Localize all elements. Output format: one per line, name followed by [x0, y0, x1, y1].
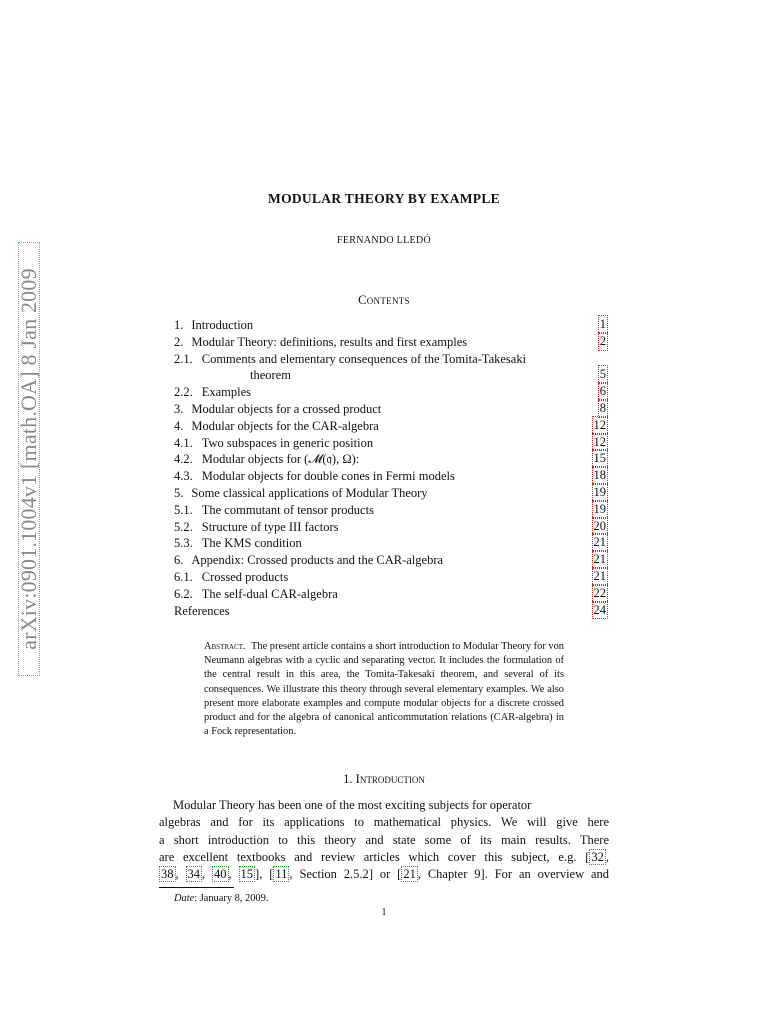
toc-entry[interactable]	[174, 384, 608, 401]
toc-page-link[interactable]: 19	[592, 500, 609, 519]
abstract	[204, 640, 564, 739]
toc-entry-title-continuation: theorem	[250, 368, 291, 383]
toc-entry[interactable]	[174, 535, 608, 552]
toc-entry-number: 6.2.	[174, 586, 193, 601]
toc-entry-title: References	[174, 603, 230, 618]
citation-link[interactable]: 15	[240, 867, 254, 882]
abstract-text: The present article contains a short introduction to Modular Theory for von Neumann algebras with a cyclic and separating vector. It includes the formulation of the central result in this area, the Tomita-Takesaki theorem, and several of its consequences. We illustrate this theory through several elementary examples. We also present more elaborate examples and compute modular objects for a discrete crossed product and for the algebra of canonical anticommutation relations (CAR-algebra) in a Fock representation.	[204, 641, 564, 738]
toc-entry-title: Modular objects for the CAR-algebra	[191, 418, 379, 433]
toc-page-link[interactable]: 22	[592, 584, 609, 603]
citation-link[interactable]: 34	[187, 867, 201, 882]
citation-link[interactable]: 38	[161, 867, 174, 882]
toc-entry-number: 2.	[174, 334, 184, 349]
toc-page-link[interactable]: 8	[598, 399, 608, 418]
chapter-reference: Chapter 9	[427, 867, 481, 882]
toc-page-link[interactable]: 5	[598, 365, 608, 384]
paper-title: MODULAR THEORY BY EXAMPLE	[268, 191, 500, 206]
toc-entry-number: 4.3.	[174, 469, 193, 484]
toc-entry-number: 5.	[174, 485, 184, 500]
toc-page-link[interactable]: 21	[592, 533, 609, 552]
toc-entry-title: Modular objects for (𝓜(𝔮), Ω):	[201, 452, 360, 467]
toc-entry[interactable]	[174, 435, 608, 452]
body-line: a short introduction to this theory and state some of its main results. There	[159, 832, 609, 847]
body-line: Modular Theory has been one of the most exciting subjects for operator	[173, 798, 532, 812]
toc-entry-number: 5.1.	[174, 502, 193, 517]
toc-entry-number: 5.3.	[174, 536, 193, 551]
toc-entry-number: 3.	[174, 401, 184, 416]
toc-entry[interactable]	[174, 519, 608, 536]
toc-page-link[interactable]: 6	[598, 382, 608, 401]
toc-page-link[interactable]: 12	[592, 433, 609, 452]
arxiv-identifier-text: arXiv:0901.1004v1 [math.OA] 8 Jan 2009	[16, 268, 41, 650]
citation-link[interactable]: 11	[275, 867, 288, 882]
toc-page-link[interactable]: 2	[598, 332, 608, 351]
toc-entry-references[interactable]	[174, 603, 608, 620]
toc-entry[interactable]	[174, 317, 608, 334]
toc-entry-title: Examples	[201, 385, 252, 400]
toc-entry-number: 6.1.	[174, 569, 193, 584]
toc-entry-title: Modular Theory: definitions, results and first examples	[191, 334, 468, 349]
toc-entry-number: 5.2.	[174, 519, 193, 534]
toc-entry[interactable]	[174, 401, 608, 418]
body-line: are excellent textbooks and review articles which cover this subject, e.g.	[159, 849, 577, 864]
toc-entry[interactable]	[174, 451, 608, 468]
toc-entry[interactable]	[174, 418, 608, 435]
toc-entry[interactable]	[174, 502, 608, 519]
toc-page-link[interactable]: 19	[592, 483, 609, 502]
toc-entry-title: Structure of type III factors	[201, 519, 339, 534]
page-number: 1	[381, 907, 387, 918]
toc-entry-title: The KMS condition	[201, 536, 302, 551]
toc-entry-title: Two subspaces in generic position	[201, 435, 374, 450]
section-heading	[0, 772, 768, 787]
section-title: Introduction	[355, 772, 425, 786]
toc-entry-title: Modular objects for a crossed product	[191, 401, 382, 416]
toc-entry-number: 4.	[174, 418, 184, 433]
toc-entry-number: 2.1.	[174, 351, 193, 366]
toc-entry[interactable]	[174, 552, 608, 569]
toc-page-link[interactable]: 20	[592, 517, 609, 536]
toc-entry[interactable]	[174, 485, 608, 502]
citation-link[interactable]: 40	[214, 867, 227, 882]
table-of-contents	[174, 317, 608, 619]
toc-page-link[interactable]: 21	[592, 567, 609, 586]
body-paragraph: Modular Theory has been one of the most exciting subjects for operator algebras and for its applications to mathematical physics. We will give here a short introduction to this theory and state some of its main results. There are excellent textbooks and review articles which cover this subject, e.g. [ 32 , 38 , 34 , 40 , 15 ], [ 11 , Section 2.5.2] or [ 21 , Chapter 9]. For an overview and	[159, 798, 610, 882]
toc-entry[interactable]	[174, 334, 608, 351]
toc-entry-number: 4.2.	[174, 452, 193, 467]
toc-entry[interactable]	[174, 351, 608, 385]
footnote-date: Date: January 8, 2009.	[174, 893, 269, 904]
footnote-rule	[159, 887, 234, 888]
toc-entry-number: 6.	[174, 553, 184, 568]
section-number: 1.	[343, 772, 353, 786]
body-line: algebras and for its applications to mathematical physics. We will give here	[159, 815, 609, 830]
footnote-text: January 8, 2009.	[199, 893, 269, 904]
toc-entry-title: Introduction	[191, 318, 254, 332]
toc-entry[interactable]	[174, 586, 608, 603]
toc-entry-title: Crossed products	[201, 569, 289, 584]
toc-page-link[interactable]: 18	[592, 466, 609, 485]
toc-entry[interactable]	[174, 468, 608, 485]
toc-entry-title: The self-dual CAR-algebra	[201, 586, 338, 601]
citation-link[interactable]: 21	[403, 867, 416, 882]
abstract-label: Abstract.	[204, 641, 246, 652]
toc-entry-number: 1.	[174, 318, 184, 332]
toc-entry-number: 2.2.	[174, 385, 193, 400]
citation-link[interactable]: 32	[591, 849, 604, 864]
section-reference: Section 2.5.2	[299, 867, 369, 882]
toc-entry-title: Modular objects for double cones in Fermi models	[201, 469, 455, 484]
footnote-label: Date	[174, 893, 195, 904]
toc-entry[interactable]	[174, 569, 608, 586]
paper-author: FERNANDO LLEDÓ	[337, 235, 431, 246]
contents-heading: Contents	[358, 293, 410, 307]
toc-entry-title: Appendix: Crossed products and the CAR-algebra	[191, 553, 444, 568]
toc-entry-number: 4.1.	[174, 435, 193, 450]
toc-entry-title: Some classical applications of Modular Theory	[191, 485, 428, 500]
toc-page-link[interactable]: 24	[592, 601, 609, 620]
toc-page-link[interactable]: 15	[592, 449, 609, 468]
toc-entry-title: Comments and elementary consequences of the Tomita-Takesaki	[201, 351, 527, 366]
toc-page-link[interactable]: 12	[592, 416, 609, 435]
toc-page-link[interactable]: 21	[592, 550, 609, 569]
body-line: For an overview and	[494, 867, 610, 882]
toc-entry-title: The commutant of tensor products	[201, 502, 374, 517]
toc-page-link[interactable]: 1	[598, 315, 608, 334]
